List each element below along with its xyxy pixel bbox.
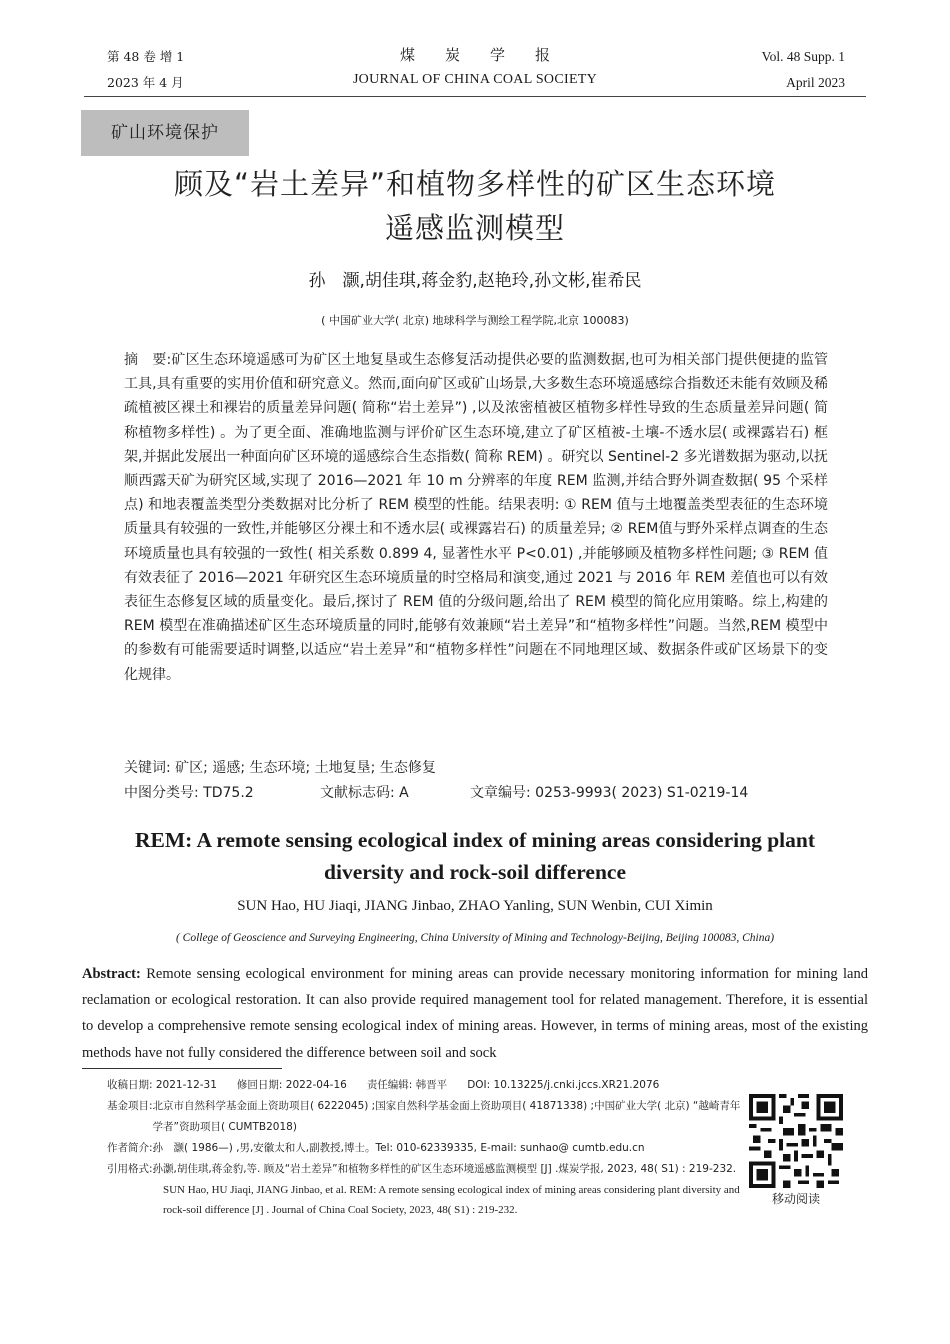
abstract-en-label: Abstract: — [82, 966, 141, 982]
date-info-en: April 2023 — [786, 75, 845, 90]
fund-text: 北京市自然科学基金面上资助项目( 6222045) ;国家自然科学基金面上资助项目( 41871338) ;中国矿业大学( 北京) “越崎青年学者”资助项目( CUMTB2018) — [152, 1100, 741, 1133]
abstract-cn: 摘 要:矿区生态环境遥感可为矿区土地复垦或生态修复活动提供必要的监测数据,也可为相关部门提供便捷的监管工具,具有重要的实用价值和研究意义。然而,面向矿区或矿山场景,大多数生态环境遥感综合指数还未能有效顾及稀疏植被区裸土和裸岩的质量差异问题( 简称“岩土差异”) ,以及浓密植被区植物多样性导致的生态质量差异问题( 简称植物多样性) 。为了更全面、准确地监测与评价矿区生态环境,建立了矿区植被-土壤-不透水层( 或裸露岩石) 框架,并据此发展出一种面向矿区环境的遥感综合生态指数( 简称 REM) 。研究以 Sentinel-2 多光谱数据为驱动,以抚顺西露天矿为研究区域,实现了 2016—2021 年 10 m 分辨率的年度 REM 监测,并结合野外调查数据( 95 个采样点) 和地表覆盖类型分类数据对比分析了 REM 模型的性能。结果表明: ① REM 值与土地覆盖类型表征的生态环境质量具有较强的一致性,并能够区分裸土和不透水层( 或裸露岩石) 的质量差异; ② REM值与野外采样点调查的生态环境质量也具有较强的一致性( 相关系数 0.899 4, 显著性水平 P<0.01) ,并能够顾及植物多样性问题; ③ REM 值有效表征了 2016—2021 年研究区生态环境质量的时空格局和演变,通过 2021 与 2016 年 REM 差值也可以有效表征生态修复区域的质量变化。最后,探讨了 REM 值的分级问题,给出了 REM 模型的简化应用策略。综上,构建的 REM 模型在准确描述矿区生态环境质量的同时,能够有效兼顾“岩土差异”和“植物多样性”问题。当然,REM 模型中的参数有可能需要适时调整,以适应“岩土差异”和“植物多样性”问题在不同地理区域、数据条件或矿区场景下的变化规律。 — [124, 352, 828, 683]
volume-info: 第 48 卷 增 1 — [107, 49, 185, 64]
title-en-line1: REM: A remote sensing ecological index of mining areas considering plant — [134, 828, 816, 852]
qr-code-icon[interactable] — [749, 1094, 843, 1188]
header-right — [762, 44, 845, 96]
abstract-en — [82, 961, 868, 1066]
citation-cn: 孙灏,胡佳琪,蒋金豹,等. 顾及“岩土差异”和植物多样性的矿区生态环境遥感监测模型 [J] .煤炭学报, 2023, 48( S1) : 219-232. — [152, 1163, 737, 1175]
title-cn — [0, 162, 950, 250]
qr-label: 移动阅读 — [771, 1192, 820, 1206]
volume-info-en: Vol. 48 Supp. 1 — [761, 49, 845, 64]
footnote-dates — [107, 1075, 747, 1096]
journal-name-cn: 煤炭学报 — [399, 46, 580, 64]
title-en-line2: diversity and rock-soil difference — [324, 860, 626, 884]
affiliation-en-text: ( College of Geoscience and Surveying Engineering, China University of Mining and Technology-Beijing, Beijing 100083, China) — [175, 932, 775, 944]
author-bio-label: 作者简介: — [107, 1142, 153, 1154]
title-cn-line2: 遥感监测模型 — [384, 211, 565, 245]
keywords-cn: 关键词: 矿区; 遥感; 生态环境; 土地复垦; 生态修复 — [124, 760, 436, 776]
authors-cn: 孙 灏,胡佳琪,蒋金豹,赵艳玲,孙文彬,崔希民 — [308, 271, 642, 291]
citation-label: 引用格式: — [107, 1163, 153, 1175]
date-info: 2023 年 4 月 — [107, 75, 184, 90]
classification-code: 中图分类号: TD75.2 — [124, 785, 254, 801]
journal-name-en: JOURNAL OF CHINA COAL SOCIETY — [352, 72, 598, 87]
fund-label: 基金项目: — [107, 1100, 153, 1112]
title-en — [0, 824, 950, 888]
footnotes — [107, 1075, 747, 1220]
affiliation-en — [0, 932, 950, 944]
footnote-citation — [107, 1159, 747, 1180]
title-cn-line1: 顾及“岩土差异”和植物多样性的矿区生态环境 — [173, 167, 777, 201]
footnote-author — [107, 1138, 747, 1159]
footnote-fund — [107, 1096, 747, 1138]
received-date: 收稿日期: 2021-12-31 — [107, 1079, 217, 1091]
revised-date: 修回日期: 2022-04-16 — [236, 1079, 347, 1091]
abstract-en-text: Remote sensing ecological environment for mining areas can provide necessary monitoring information for mining land reclamation or ecological restoration. It can also provide required management tool for related management. Therefore, it is essential to develop a comprehensive remote sensing ecological index of mining areas. However, in terms of mining areas, most of the existing methods have not fully considered the difference between soil and sock — [82, 966, 868, 1061]
doi[interactable]: DOI: 10.13225/j.cnki.jccs.XR21.2076 — [467, 1079, 660, 1091]
document-code: 文献标志码: A — [320, 785, 409, 801]
header-divider — [84, 96, 866, 97]
section-tag: 矿山环境保护 — [81, 110, 249, 156]
affiliation-cn: ( 中国矿业大学( 北京) 地球科学与测绘工程学院,北京 100083) — [321, 314, 629, 327]
article-number: 文章编号: 0253-9993( 2023) S1-0219-14 — [470, 785, 749, 801]
authors-en: SUN Hao, HU Jiaqi, JIANG Jinbao, ZHAO Yanling, SUN Wenbin, CUI Ximin — [237, 898, 713, 914]
classification-line — [124, 782, 828, 802]
responsible-editor: 责任编辑: 韩晋平 — [366, 1079, 448, 1091]
footnote-divider — [82, 1068, 282, 1069]
citation-en: SUN Hao, HU Jiaqi, JIANG Jinbao, et al. REM: A remote sensing ecological index of mining areas considering plant diversity and rock-soil difference [J] . Journal of China Coal Society, 2023, 48( S1) : 219-232. — [163, 1184, 740, 1216]
author-bio-text: 孙 灏( 1986—) ,男,安徽太和人,副教授,博士。Tel: 010-62339335, E-mail: sunhao@ cumtb.edu.cn — [152, 1142, 645, 1154]
